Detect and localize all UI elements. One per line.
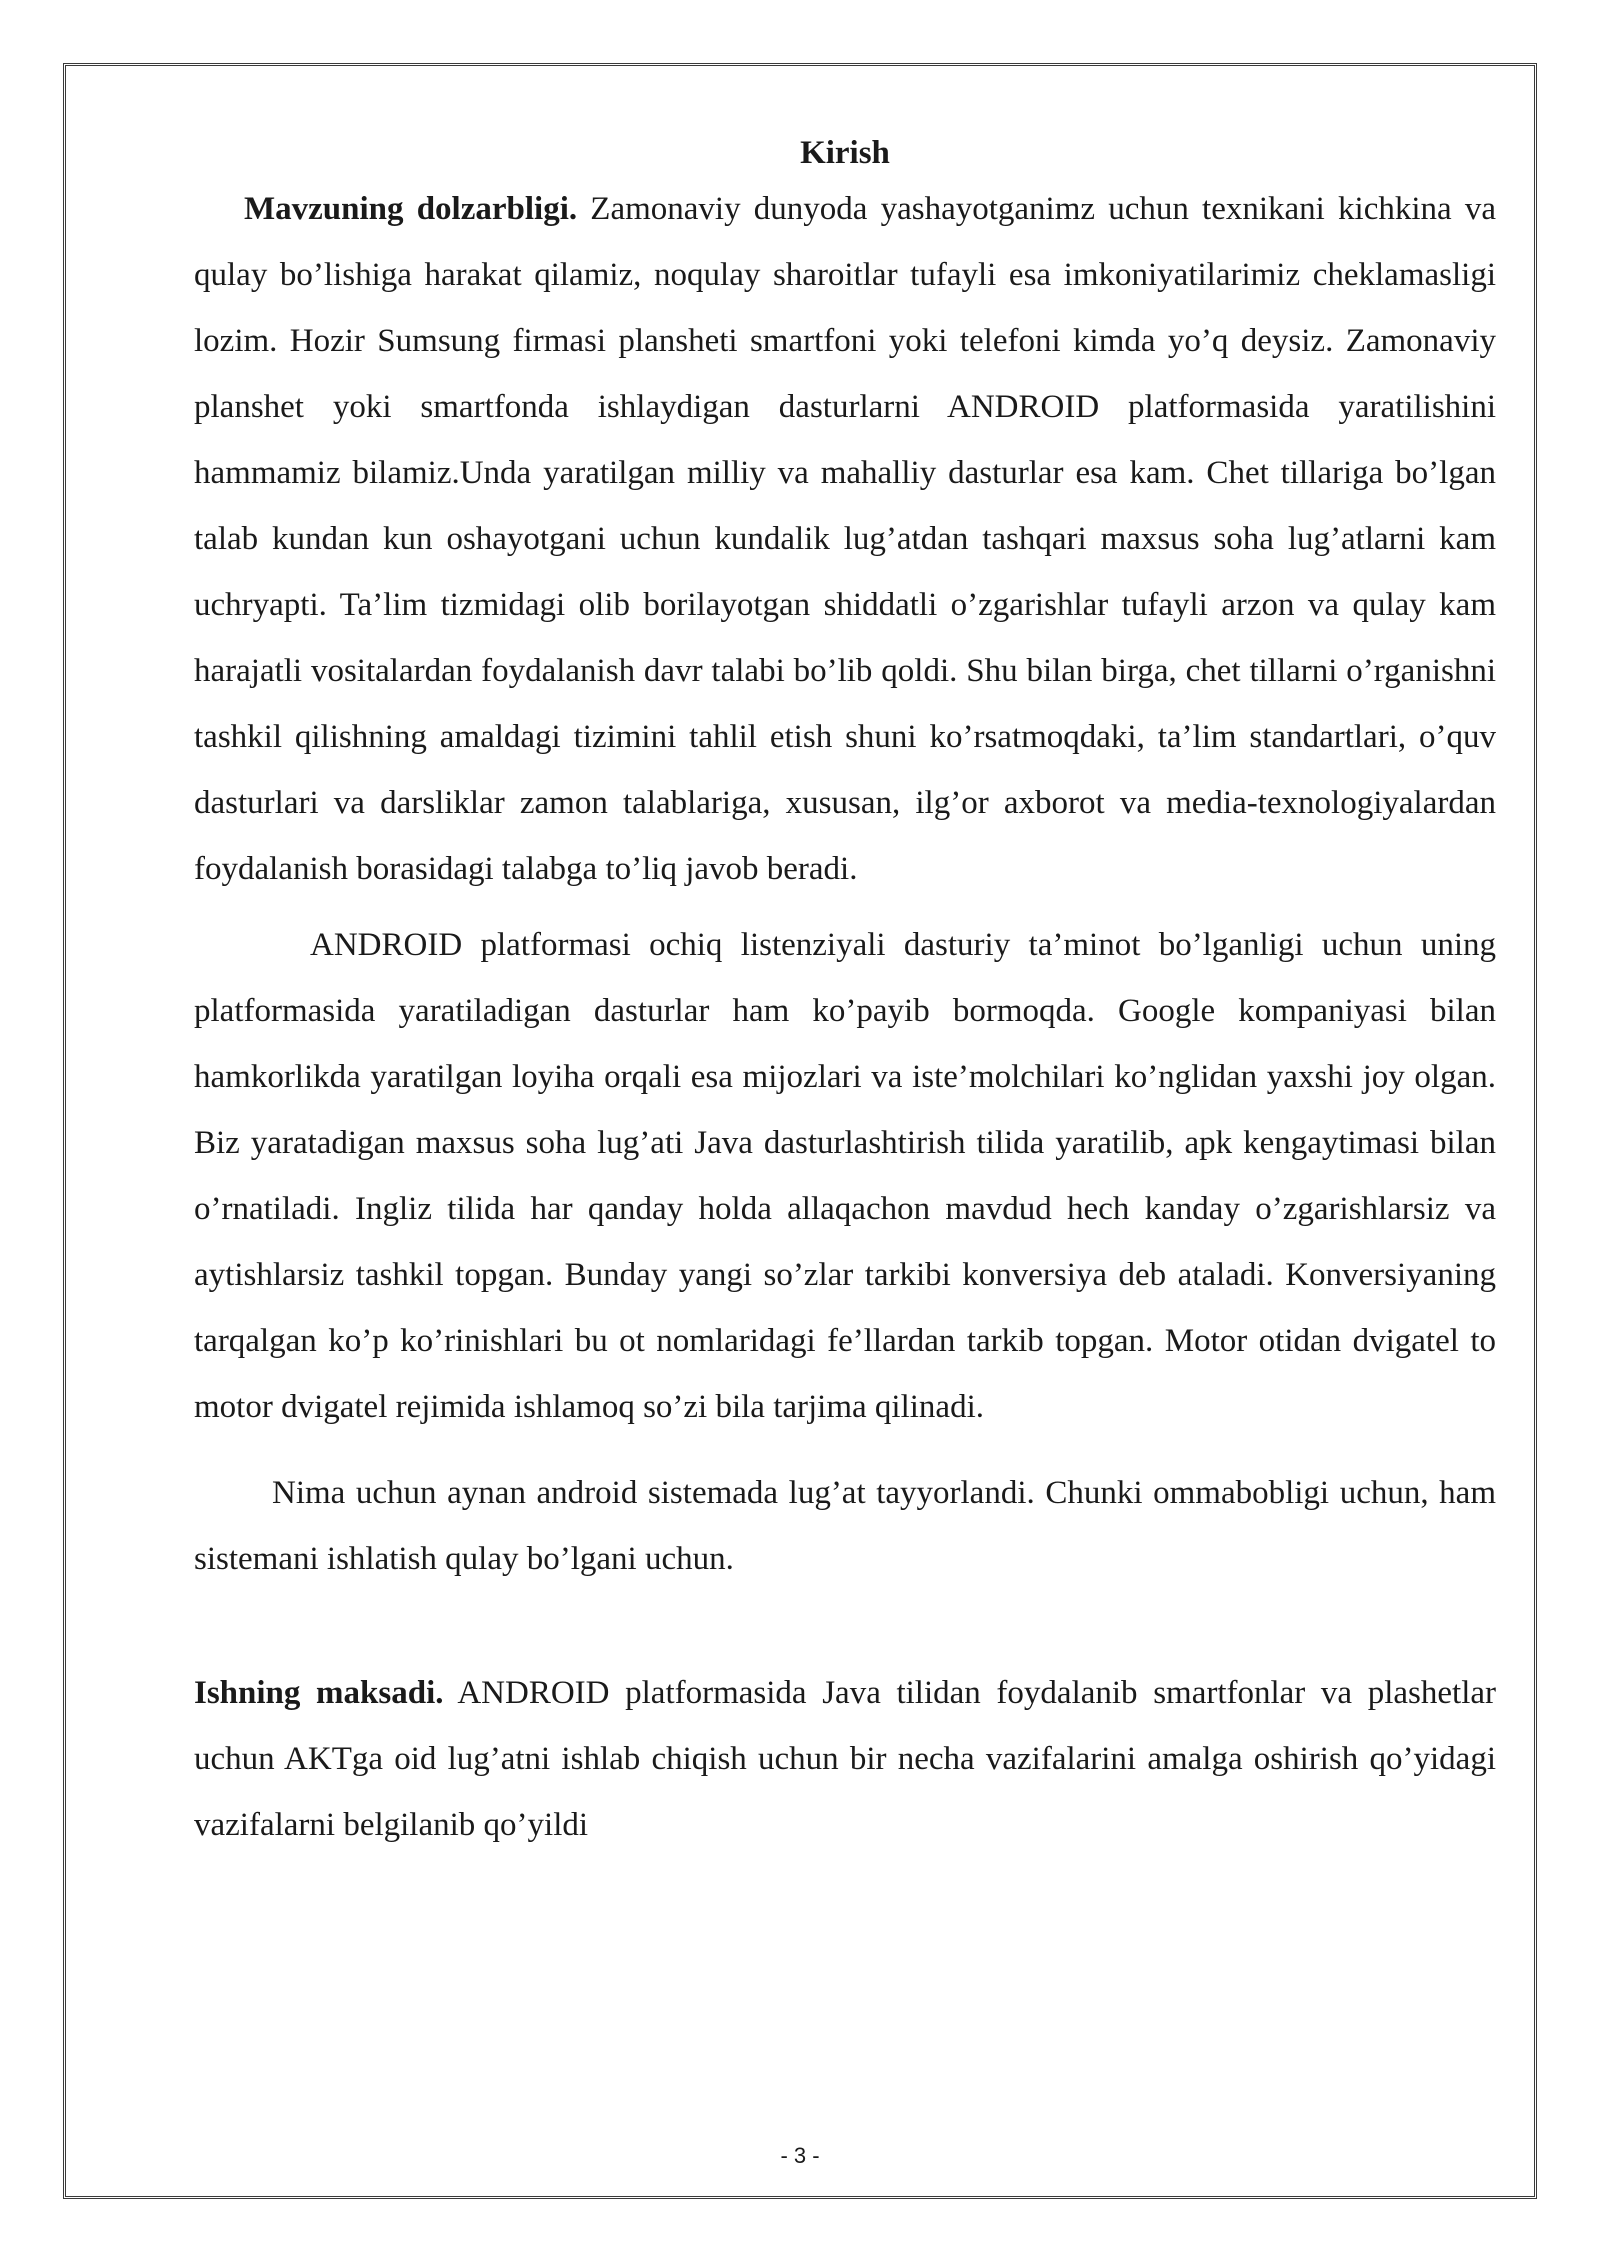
paragraph-work-goal <box>194 1660 1496 1858</box>
relevance-heading: Mavzuning dolzarbligi. <box>244 191 578 227</box>
paragraph-why-android: Nima uchun aynan android sistemada lug’at tayyorlandi. Chunki ommabobligi uchun, ham sistemani ishlatish qulay bo’lgani uchun. <box>194 1475 1496 1577</box>
paragraph-relevance <box>194 176 1496 902</box>
paragraph-android-platform: ANDROID platformasi ochiq listenziyali dasturiy ta’minot bo’lganligi uchun uning platformasida yaratiladigan dasturlar ham ko’payib bormoqda. Google kompaniyasi bilan hamkorlikda yaratilgan loyiha orqali esa mijozlari va iste’molchilari ko’nglidan yaxshi joy olgan. Biz yaratadigan maxsus soha lug’ati Java dasturlashtirish tilida yaratilib, apk kengaytimasi bilan o’rnatiladi. Ingliz tilida har qanday holda allaqachon mavdud hech kanday o’zgarishlarsiz va aytishlarsiz tashkil topgan. Bunday yangi so’zlar tarkibi konversiya deb ataladi. Konversiyaning tarqalgan ko’p ko’rinishlari bu ot nomlaridagi fe’llardan tarkib topgan. Motor otidan dvigatel to motor dvigatel rejimida ishlamoq so’zi bila tarjima qilinadi. <box>194 927 1496 1425</box>
page-number: - 3 - <box>780 2143 820 2168</box>
document-body <box>194 130 1496 1858</box>
goal-text: ANDROID platformasida Java tilidan foydalanib smartfonlar va plashetlar uchun AKTga oid lug’atni ishlab chiqish uchun bir necha vazifalarini amalga oshirish qo’yidagi vazifalarni belgilanib qo’yildi <box>194 1675 1496 1843</box>
section-title: Kirish <box>800 135 890 171</box>
relevance-text: Zamonaviy dunyoda yashayotganimz uchun texnikani kichkina va qulay bo’lishiga harakat qilamiz, noqulay sharoitlar tufayli esa imkoniyatilarimiz cheklamasligi lozim. Hozir Sumsung firmasi plansheti smartfoni yoki telefoni kimda yo’q deysiz. Zamonaviy planshet yoki smartfonda ishlaydigan dasturlarni ANDROID platformasida yaratilishini hammamiz bilamiz.Unda yaratilgan milliy va mahalliy dasturlar esa kam. Chet tillariga bo’lgan talab kundan kun oshayotgani uchun kundalik lug’atdan tashqari maxsus soha lug’atlarni kam uchryapti. Ta’lim tizmidagi olib borilayotgan shiddatli o’zgarishlar tufayli arzon va qulay kam harajatli vositalardan foydalanish davr talabi bo’lib qoldi. Shu bilan birga, chet tillarni o’rganishni tashkil qilishning amaldagi tizimini tahlil etish shuni ko’rsatmoqdaki, ta’lim standartlari, o’quv dasturlari va darsliklar zamon talablariga, xususan, ilg’or axborot va media-texnologiyalardan foydalanish borasidagi talabga to’liq javob beradi. <box>194 191 1496 887</box>
goal-heading: Ishning maksadi. <box>194 1675 444 1711</box>
